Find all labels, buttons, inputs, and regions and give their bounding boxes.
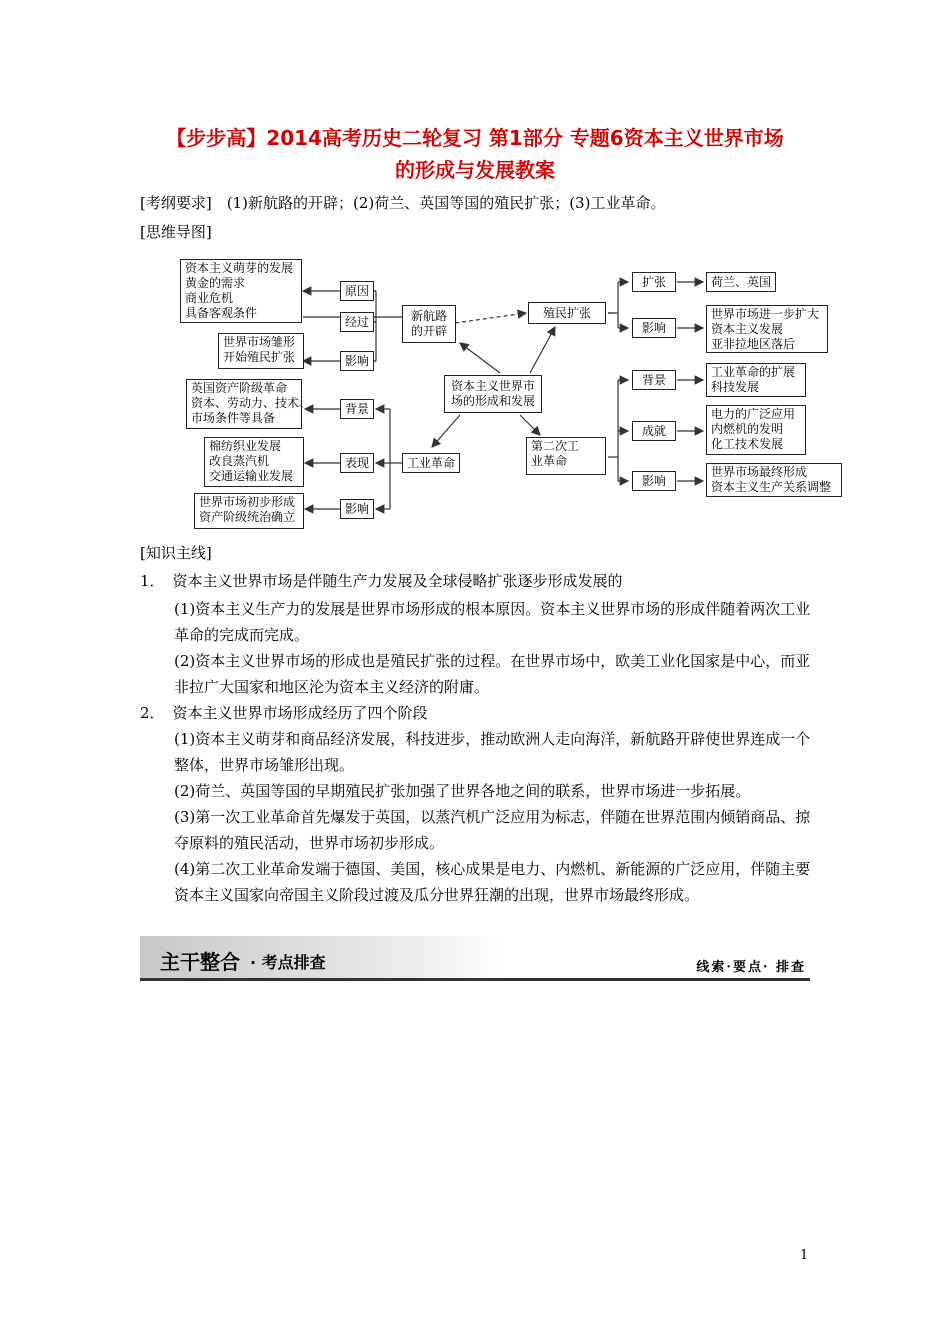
causes-box — [180, 259, 302, 323]
item-2-text: 资本主义世界市场形成经历了四个阶段 — [172, 704, 428, 722]
cause-3: 商业危机 — [185, 291, 234, 305]
para-2-1: (1)资本主义萌芽和商品经济发展，科技进步，推动欧洲人走向海洋，新航路开辟使世界连成一个整体，世界市场雏形出现。 — [174, 730, 811, 774]
ir2-background-box: 工业革命的扩展 科技发展 — [706, 363, 806, 397]
zhishi-heading: [知识主线] — [140, 544, 212, 562]
yuanyin-box: 原因 — [340, 281, 374, 301]
ir2-yingxiang-box: 影响 — [632, 471, 676, 491]
mind-map-diagram — [170, 255, 850, 535]
ir1-biaoxian-box: 表现 — [340, 453, 374, 473]
item-1-text: 资本主义世界市场是伴随生产力发展及全球侵略扩张逐步形成发展的 — [172, 572, 623, 590]
ir1-box: 工业革命 — [402, 453, 460, 473]
para-2-4: (4)第二次工业革命发端于德国、美国，核心成果是电力、内燃机、新能源的广泛应用，伴随主要资本主义国家向帝国主义阶段过渡及瓜分世界狂潮的出现，世界市场最终形成。 — [174, 860, 811, 904]
ir1-effect-box: 世界市场初步形成 资产阶级统治确立 — [194, 493, 304, 529]
ir1-background-box: 英国资产阶级革命 资本、劳动力、技术、 市场条件等具备 — [186, 379, 302, 429]
kaogang-requirements: [考纲要求] (1)新航路的开辟；(2)荷兰、英国等国的殖民扩张；(3)工业革命。 — [140, 194, 666, 212]
jingguo-box: 经过 — [340, 312, 374, 332]
item-1-number: 1． — [140, 572, 165, 590]
ir2-box: 第二次工 业革命 — [526, 437, 606, 475]
title-line-2: 的形成与发展教案 — [395, 158, 555, 182]
item-1 — [140, 570, 623, 592]
colonial-box: 殖民扩张 — [528, 302, 606, 324]
cause-4: 具备客观条件 — [185, 306, 258, 320]
ir2-effect-box: 世界市场最终形成 资本主义生产关系调整 — [706, 463, 842, 497]
item-2-number: 2． — [140, 704, 165, 722]
document-title — [140, 122, 810, 186]
siwei-heading: [思维导图] — [140, 223, 212, 241]
colonial-effect-box: 世界市场进一步扩大 资本主义发展 亚非拉地区落后 — [706, 305, 828, 353]
colonial-effect-label: 影响 — [632, 318, 676, 338]
ir1-beijing-box: 背景 — [340, 399, 374, 419]
ir1-show-box: 棉纺织业发展 改良蒸汽机 交通运输业发展 — [204, 437, 304, 487]
route-effect-label: 影响 — [340, 351, 374, 371]
ir2-chengjiu-box: 成就 — [632, 421, 676, 441]
kuozhang-box: 扩张 — [632, 272, 676, 292]
route-effect-box: 世界市场雏形 开始殖民扩张 — [218, 333, 304, 369]
ir2-achievement-box: 电力的广泛应用 内燃机的发明 化工技术发展 — [706, 405, 806, 455]
para-1-1: (1)资本主义生产力的发展是世界市场形成的根本原因。资本主义世界市场的形成伴随着两次工业革命的完成而完成。 — [174, 600, 811, 644]
new-route-box: 新航路 的开辟 — [402, 305, 456, 343]
ir1-yingxiang-box: 影响 — [340, 499, 374, 519]
item-2 — [140, 702, 428, 724]
para-1-2: (2)资本主义世界市场的形成也是殖民扩张的过程。在世界市场中，欧美工业化国家是中心，而亚非拉广大国家和地区沦为资本主义经济的附庸。 — [174, 652, 811, 696]
banner-rule — [140, 978, 810, 981]
para-2-2: (2)荷兰、英国等国的早期殖民扩张加强了世界各地之间的联系，世界市场进一步拓展。 — [174, 782, 751, 800]
para-2-3: (3)第一次工业革命首先爆发于英国，以蒸汽机广泛应用为标志，伴随在世界范围内倾销商品、掠夺原料的殖民活动，世界市场初步形成。 — [174, 808, 811, 852]
kuozhang-detail-box: 荷兰、英国 — [706, 272, 776, 292]
banner-subtitle: · 考点排查 — [250, 953, 326, 972]
cause-1: 资本主义萌芽的发展 — [185, 261, 294, 275]
cause-2: 黄金的需求 — [185, 276, 246, 290]
title-line-1: 【步步高】2014高考历史二轮复习 第1部分 专题6资本主义世界市场 — [166, 126, 784, 150]
center-box: 资本主义世界市 场的形成和发展 — [444, 375, 542, 413]
banner-main-title: 主干整合 — [160, 950, 240, 974]
section-banner — [140, 936, 810, 982]
page-number: 1 — [800, 1248, 809, 1263]
ir2-beijing-box: 背景 — [632, 370, 676, 390]
banner-right-text: 线索·要点· 排查 — [696, 960, 806, 975]
